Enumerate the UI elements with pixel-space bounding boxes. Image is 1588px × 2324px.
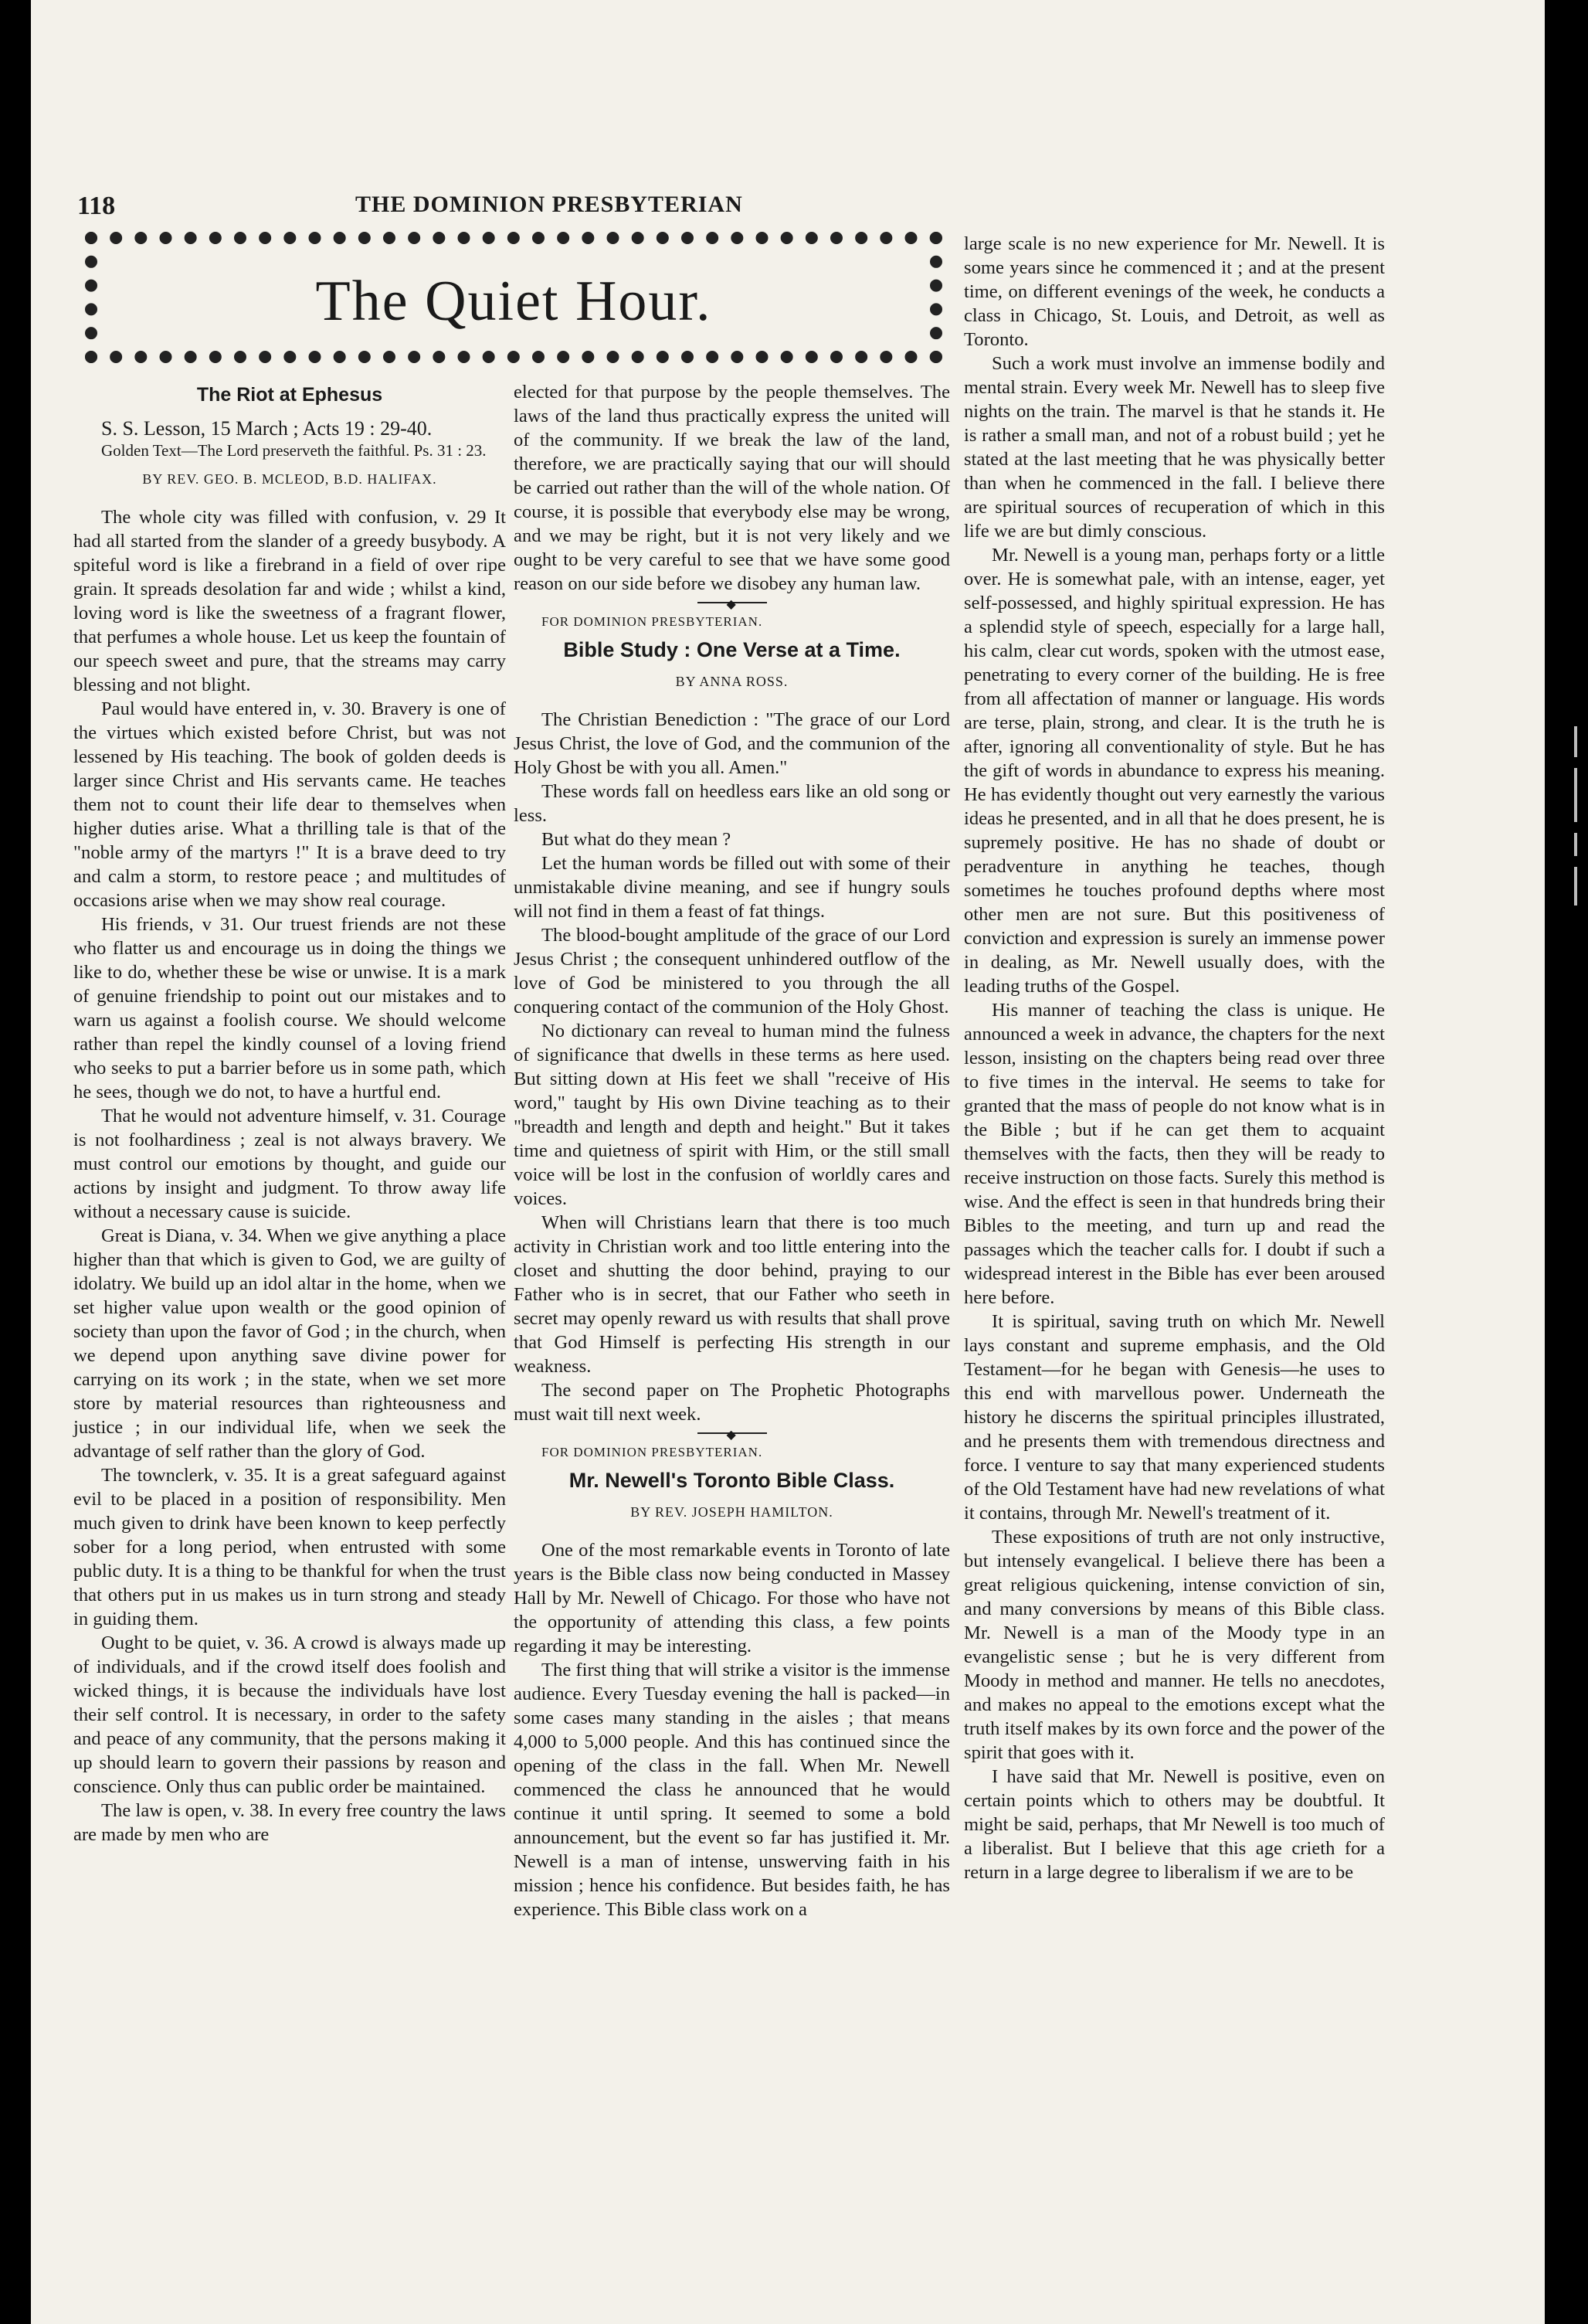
column-1 bbox=[73, 380, 506, 1847]
section-banner bbox=[85, 232, 942, 363]
paragraph: Great is Diana, v. 34. When we give anything a place higher than that which is given to God, we are guilty of idolatry. We build up an idol altar in the home, when we set higher value upon wealth or the good opinion of society than upon the favor of God ; in the church, when we depend upon anything save divine power for carrying on its work ; in the state, when we set more store by material resources than righteousness and justice ; in our individual life, when we seek the advantage of self rather than the glory of God. bbox=[73, 1225, 506, 1462]
for-line: FOR DOMINION PRESBYTERIAN. bbox=[541, 1445, 763, 1459]
article-title: Mr. Newell's Toronto Bible Class. bbox=[568, 1469, 895, 1492]
paragraph: No dictionary can reveal to human mind the fulness of significance that dwells in these terms as here used. But sitting down at His feet we shall "receive of His word," taught by His own Divine teaching as to their "breadth and length and depth and height." But it takes time and quietness of spirit with Him, or the still small voice will be lost in the confusion of worldly cares and voices. bbox=[514, 1021, 950, 1209]
newspaper-page bbox=[31, 0, 1545, 2324]
for-line: FOR DOMINION PRESBYTERIAN. bbox=[541, 614, 763, 629]
paragraph: I have said that Mr. Newell is positive, even on certain points which to others may be doubtful. It might be said, perhaps, that Mr Newell is too much of a liberalist. But I believe that this age crieth for a return in a large degree to liberalism if we are to be bbox=[964, 1766, 1385, 1883]
page-header bbox=[77, 192, 935, 223]
column-2 bbox=[514, 380, 950, 1921]
paragraph: The whole city was filled with confusion, v. 29 It had all started from the slander of a greedy busybody. A spiteful word is like a firebrand in a field of over ripe grain. It spreads desolation far and wide ; whilst a kind, loving word is like the sweetness of a fragrant flower, that perfumes a whole house. Let us keep the fountain of our speech sweet and pure, that the streams may carry blessing and not blight. bbox=[73, 507, 506, 695]
article-byline: BY ANNA ROSS. bbox=[675, 674, 789, 689]
column-3 bbox=[964, 232, 1385, 1884]
paragraph: These expositions of truth are not only instructive, but intensely evangelical. I believe there has been a great religious quickening, intense conviction of sin, and many conversions by means of this Bible class. Mr. Newell is a man of the Moody type in an evangelistic sense ; but he is very different from Moody in method and manner. He tells no anecdotes, and makes no appeal to the emotions except what the truth itself makes by its own force and the power of the spirit that goes with it. bbox=[964, 1527, 1385, 1763]
lesson-reference: S. S. Lesson, 15 March ; Acts 19 : 29-40. bbox=[101, 417, 433, 440]
paragraph: Such a work must involve an immense bodily and mental strain. Every week Mr. Newell has to sleep five nights on the train. The marvel is that he stands it. He is rather a small man, and not of a robust build ; yet he stated at the last meeting that he was physically better than when he commenced in the fall. I believe there are spiritual sources of recuperation of which in this life we are but dimly conscious. bbox=[964, 353, 1385, 542]
journal-title: THE DOMINION PRESBYTERIAN bbox=[355, 192, 743, 217]
section-divider bbox=[697, 1432, 767, 1434]
paragraph: The law is open, v. 38. In every free country the laws are made by men who are bbox=[73, 1800, 506, 1845]
article-title: The Riot at Ephesus bbox=[196, 384, 383, 406]
paragraph: It is spiritual, saving truth on which Mr. Newell lays constant and supreme emphasis, and the Old Testament—for he began with Genesis—he uses to this end with marvellous power. Underneath the history he discerns the spiritual principles illustrated, and he presents them with tremendous directness and force. I venture to say that many experienced students of the Old Testament have had new revelations of what it contains, through Mr. Newell's treatment of it. bbox=[964, 1311, 1385, 1524]
golden-text: Golden Text—The Lord preserveth the faithful. Ps. 31 : 23. bbox=[101, 441, 487, 460]
section-divider bbox=[697, 602, 767, 603]
section-title: The Quiet Hour. bbox=[315, 270, 712, 333]
paragraph: Ought to be quiet, v. 36. A crowd is always made up of individuals, and if the crowd itself does foolish and wicked things, it is because the individuals have lost their self control. It is necessary, in order to the safety and peace of any community, that the persons making it up should learn to govern their passions by reason and conscience. Only thus can public order be maintained. bbox=[73, 1633, 506, 1797]
paragraph: Mr. Newell is a young man, perhaps forty or a little over. He is somewhat pale, with an intense, eager, yet self-possessed, and highly spiritual expression. He has a splendid style of speech, especially for a large hall, his calm, clear cut words, spoken with the utmost ease, penetrating to every corner of the building. He is free from all affectation of manner or language. His words are terse, plain, strong, and clear. It is the truth he is after, ignoring all conventionality of style. But he has the gift of words in abundance to express his meaning. He has evidently thought out very earnestly the various ideas he presented, and in all that he does present, he is supremely positive. He has no shade of doubt or peradventure in anything he teaches, though sometimes he touches profound depths where most other men are not sure. But this positiveness of conviction and expression is surely an immense power in dealing, as Mr. Newell usually does, with the leading truths of the Gospel. bbox=[964, 545, 1385, 997]
paragraph: That he would not adventure himself, v. 31. Courage is not foolhardiness ; zeal is not always bravery. We must control our emotions by thought, and guide our actions by insight and judgment. To throw away life without a necessary cause is suicide. bbox=[73, 1106, 506, 1222]
article-byline: BY REV. GEO. B. MCLEOD, B.D. HALIFAX. bbox=[142, 471, 437, 487]
paragraph: The blood-bought amplitude of the grace of our Lord Jesus Christ ; the consequent unhindered outflow of the love of God be ministered to you through the all conquering contact of the communion of the Holy Ghost. bbox=[514, 925, 950, 1018]
paragraph-continuation: elected for that purpose by the people themselves. The laws of the land thus practically express the united will of the community. If we break the law of the land, therefore, we are practically saying that our will should be carried out rather than the will of the whole nation. Of course, it is possible that everybody else may be wrong, and we may be right, but it is not very likely and we ought to be very careful to see that we have some good reason on our side before we disobey any human law. bbox=[514, 382, 950, 594]
paragraph: When will Christians learn that there is too much activity in Christian work and too little entering into the closet and shutting the door behind, praying to our Father who is in secret, that our Father who seeth in secret may openly reward us with results that shall prove that God Himself is perfecting His strength in our weakness. bbox=[514, 1212, 950, 1377]
page-number: 118 bbox=[77, 192, 116, 220]
paragraph: But what do they mean ? bbox=[541, 829, 731, 850]
paragraph: The Christian Benediction : "The grace of our Lord Jesus Christ, the love of God, and the communion of the Holy Ghost be with you all. Amen." bbox=[514, 709, 950, 778]
article-byline: BY REV. JOSEPH HAMILTON. bbox=[630, 1504, 833, 1520]
article-title: Bible Study : One Verse at a Time. bbox=[563, 638, 901, 661]
paragraph: The first thing that will strike a visitor is the immense audience. Every Tuesday evening the hall is packed—in some cases many standing in the aisles ; that means 4,000 to 5,000 people. And this has continued since the opening of the class in the fall. When Mr. Newell commenced the class he announced that he would continue it until spring. It seemed to some a bold announcement, but the event so far has justified it. Mr. Newell is a man of intense, unswerving faith in his mission ; hence his confidence. But besides faith, he has experience. This Bible class work on a bbox=[514, 1660, 950, 1920]
paragraph: Let the human words be filled out with some of their unmistakable divine meaning, and see if hungry souls will not find in them a feast of fat things. bbox=[514, 853, 950, 922]
paragraph: The second paper on The Prophetic Photographs must wait till next week. bbox=[514, 1380, 950, 1425]
paragraph-continuation: large scale is no new experience for Mr. Newell. It is some years since he commenced it ; and at the present time, on different evenings of the week, he conducts a class in Chicago, St. Louis, and Detroit, as well as Toronto. bbox=[964, 233, 1385, 350]
paragraph: His friends, v 31. Our truest friends are not these who flatter us and encourage us in doing the things we like to do, whether these be wise or unwise. It is a mark of genuine friendship to point out our mistakes and to warn us against a foolish course. We should welcome rather than repel the kindly counsel of a loving friend who seeks to put a barrier before us in some path, which he sees, though we do not, to have a hurtful end. bbox=[73, 914, 506, 1103]
page-edge-marks bbox=[1564, 726, 1587, 1020]
paragraph: His manner of teaching the class is unique. He announced a week in advance, the chapters for the next lesson, insisting on the chapters being read over three to five times in the interval. He seems to take for granted that the mass of people do not know what is in the Bible ; but if he can get them to acquaint themselves with the facts, then they will be ready to receive instruction on those facts. Surely this method is wise. And the effect is seen in that hundreds bring their Bibles to the meeting, and turn up and read the passages which the teacher calls for. I doubt if such a widespread interest in the Bible has ever been aroused here before. bbox=[964, 1000, 1385, 1308]
paragraph: One of the most remarkable events in Toronto of late years is the Bible class now being conducted in Massey Hall by Mr. Newell of Chicago. For those who have not the opportunity of attending this class, a few points regarding it may be interesting. bbox=[514, 1540, 950, 1656]
paragraph: These words fall on heedless ears like an old song or less. bbox=[514, 781, 950, 826]
paragraph: Paul would have entered in, v. 30. Bravery is one of the virtues which existed before Christ, but was not lessened by His teaching. The book of golden deeds is larger since Christ and His servants came. He teaches them not to count their life dear to themselves when higher duties arise. What a thrilling tale is that of the "noble army of the martyrs !" It is a brave deed to try and calm a storm, to restore peace ; and multitudes of occasions arise when we may show real courage. bbox=[73, 698, 506, 911]
paragraph: The townclerk, v. 35. It is a great safeguard against evil to be placed in a position of responsibility. Men much given to drink have been known to keep perfectly sober for a long period, when entrusted with some public duty. It is a thing to be thankful for when the trust that others put in us makes us in turn strong and steady in guiding them. bbox=[73, 1465, 506, 1629]
